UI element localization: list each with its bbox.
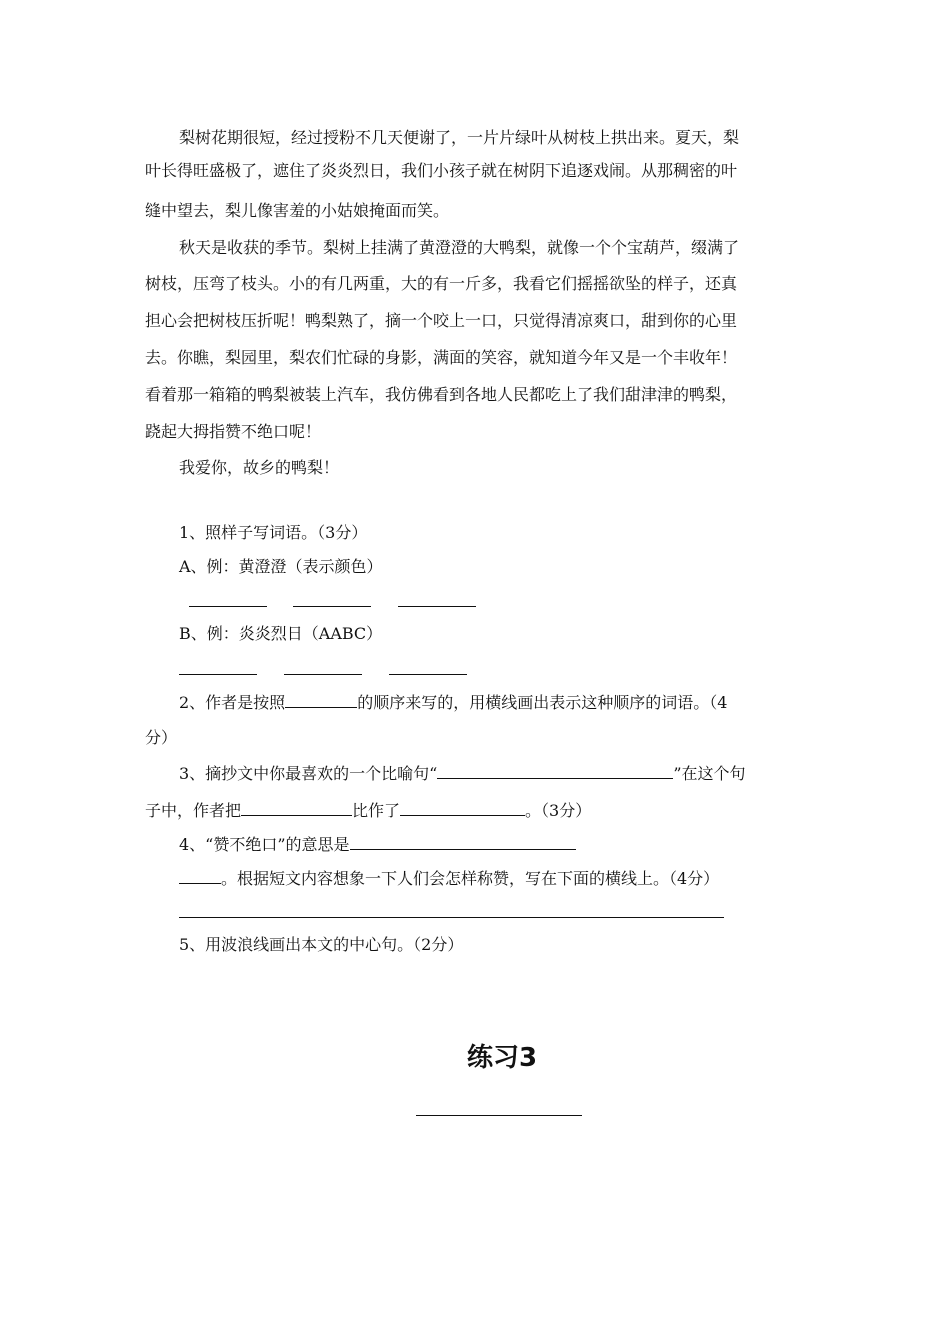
- question-4-continuation: [179, 866, 829, 890]
- question-1a-example: A、例：黄澄澄（表示颜色）: [179, 557, 383, 576]
- question-2: [179, 690, 829, 714]
- answer-blank[interactable]: [350, 832, 576, 850]
- section-title: 练习3: [466, 1043, 538, 1073]
- question-3: [179, 761, 829, 785]
- passage-line: 梨树花期很短，经过授粉不几天便谢了，一片片绿叶从树枝上拱出来。夏天，梨: [179, 128, 740, 147]
- question-1: 1、照样子写词语。（3分）: [179, 523, 368, 542]
- answer-blank[interactable]: [293, 606, 371, 607]
- question-4-text: 4、“赞不绝口”的意思是: [179, 835, 350, 854]
- question-3-text: 。（3分）: [525, 801, 592, 820]
- question-4-text: 。根据短文内容想象一下人们会怎样称赞，写在下面的横线上。（4分）: [221, 869, 720, 888]
- answer-blank[interactable]: [179, 674, 257, 675]
- question-5: 5、用波浪线画出本文的中心句。（2分）: [179, 935, 464, 954]
- answer-blank[interactable]: [400, 798, 525, 816]
- passage-line: 叶长得旺盛极了，遮住了炎炎烈日，我们小孩子就在树阴下追逐戏闹。从那稠密的叶: [145, 161, 738, 180]
- question-2-text-end: 的顺序来写的，用横线画出表示这种顺序的词语。（4: [357, 693, 728, 712]
- question-3-continuation: [145, 798, 795, 822]
- passage-line: 担心会把树枝压折呢！鸭梨熟了，摘一个咬上一口，只觉得清凉爽口，甜到你的心里: [145, 311, 738, 330]
- title-underline: [416, 1115, 582, 1116]
- question-1b-example: B、例：炎炎烈日（AABC）: [179, 624, 383, 643]
- answer-blank[interactable]: [189, 606, 267, 607]
- passage-line: 树枝，压弯了枝头。小的有几两重，大的有一斤多，我看它们摇摇欲坠的样子，还真: [145, 274, 738, 293]
- question-2-continuation: 分）: [145, 728, 178, 747]
- answer-blank[interactable]: [284, 674, 362, 675]
- passage-line: 跷起大拇指赞不绝口呢！: [145, 422, 322, 441]
- passage-line: 去。你瞧，梨园里，梨农们忙碌的身影，满面的笑容，就知道今年又是一个丰收年！: [145, 348, 738, 367]
- question-3-text: 比作了: [352, 801, 401, 820]
- answer-blank[interactable]: [179, 866, 221, 884]
- passage-closing-line: 我爱你，故乡的鸭梨！: [179, 458, 340, 477]
- question-2-text-start: 2、作者是按照: [179, 693, 286, 712]
- passage-line: 缝中望去，梨儿像害羞的小姑娘掩面而笑。: [145, 201, 450, 220]
- question-3-text-start: 3、摘抄文中你最喜欢的一个比喻句“: [179, 764, 438, 783]
- answer-blank[interactable]: [241, 798, 352, 816]
- answer-blank[interactable]: [389, 674, 467, 675]
- question-3-text: 子中，作者把: [145, 801, 242, 820]
- answer-blank[interactable]: [398, 606, 476, 607]
- answer-blank[interactable]: [437, 761, 673, 779]
- question-3-text-end: ”在这个句: [673, 764, 746, 783]
- answer-line[interactable]: [179, 917, 724, 918]
- passage-line: 看着那一箱箱的鸭梨被装上汽车，我仿佛看到各地人民都吃上了我们甜津津的鸭梨，: [145, 385, 738, 404]
- passage-line: 秋天是收获的季节。梨树上挂满了黄澄澄的大鸭梨，就像一个个宝葫芦，缀满了: [179, 238, 740, 257]
- answer-blank[interactable]: [285, 690, 357, 708]
- question-4: [179, 832, 829, 856]
